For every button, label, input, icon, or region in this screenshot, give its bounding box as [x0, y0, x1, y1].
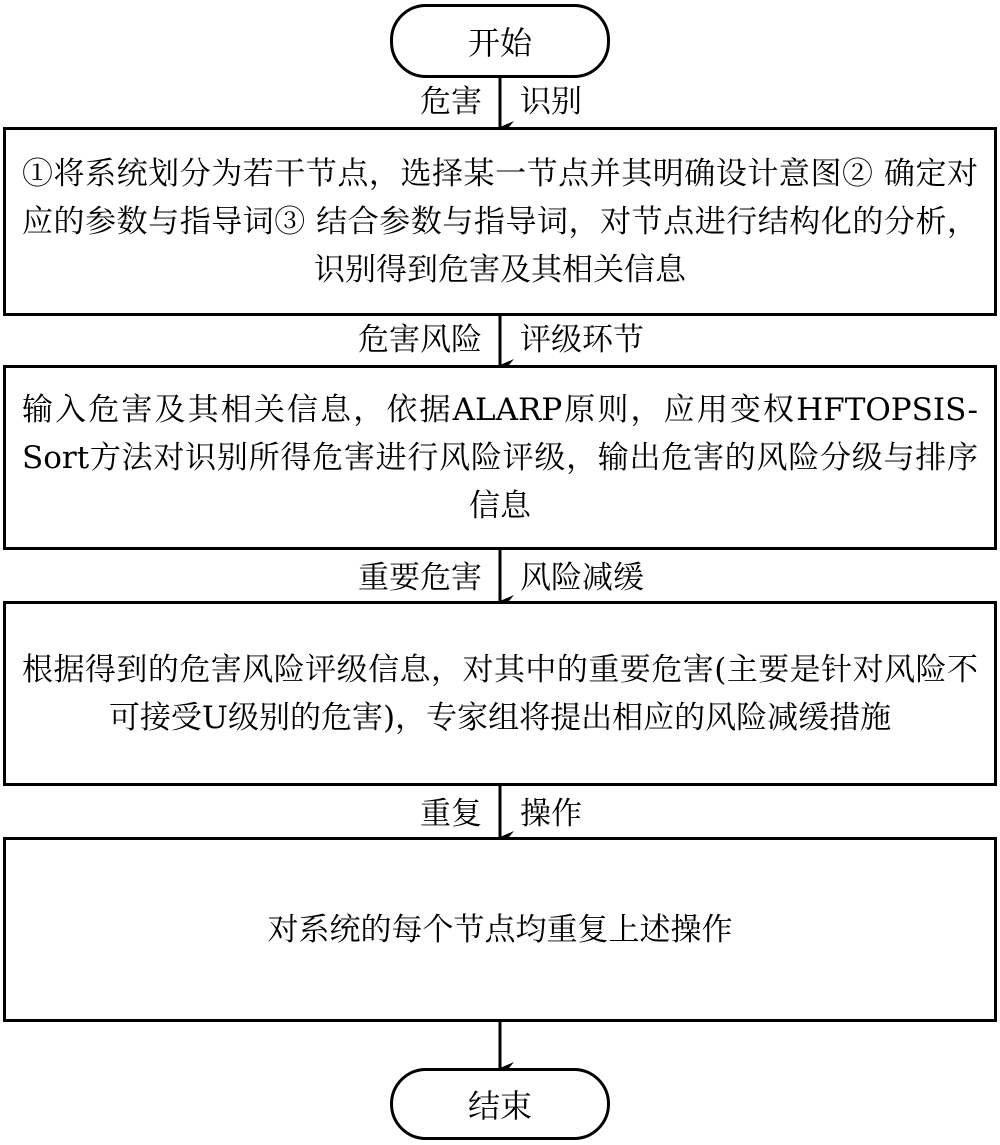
step-risk-mitigation-text: 根据得到的危害风险评级信息，对其中的重要危害(主要是针对风险不可接受U级别的危害)，专家组将提出相应的风险减缓措施 — [22, 651, 978, 736]
step-risk-mitigation — [3, 601, 997, 786]
edge-label-operation: 操作 — [520, 796, 582, 832]
edge-label-repeat: 重复 — [420, 796, 482, 832]
step-risk-rating — [3, 365, 997, 550]
start-label: 开始 — [467, 24, 532, 62]
edge-label-identification: 识别 — [520, 84, 582, 120]
step-repeat-for-nodes — [3, 837, 997, 1022]
edge-label-hazard-risk: 危害风险 — [358, 322, 482, 358]
step-repeat-for-nodes-text: 对系统的每个节点均重复上述操作 — [267, 911, 733, 948]
step-identify-hazards — [3, 127, 997, 316]
step-identify-hazards-text: ①将系统划分为若干节点，选择某一节点并其明确设计意图② 确定对应的参数与指导词③ 结合参数与指导词，对节点进行结构化的分析，识别得到危害及其相关信息 — [22, 155, 978, 288]
end-label: 结束 — [467, 1087, 532, 1125]
end-terminal — [390, 1068, 610, 1140]
edge-label-risk-mitigation: 风险减缓 — [520, 560, 644, 596]
start-terminal — [390, 4, 610, 78]
step-risk-rating-text: 输入危害及其相关信息，依据ALARP原则，应用变权HFTOPSIS-Sort方法对识别所得危害进行风险评级，输出危害的风险分级与排序信息 — [22, 391, 978, 524]
edge-label-hazard: 危害 — [420, 84, 482, 120]
edge-label-rating-stage: 评级环节 — [520, 322, 644, 358]
edge-label-important-hazard: 重要危害 — [358, 560, 482, 596]
